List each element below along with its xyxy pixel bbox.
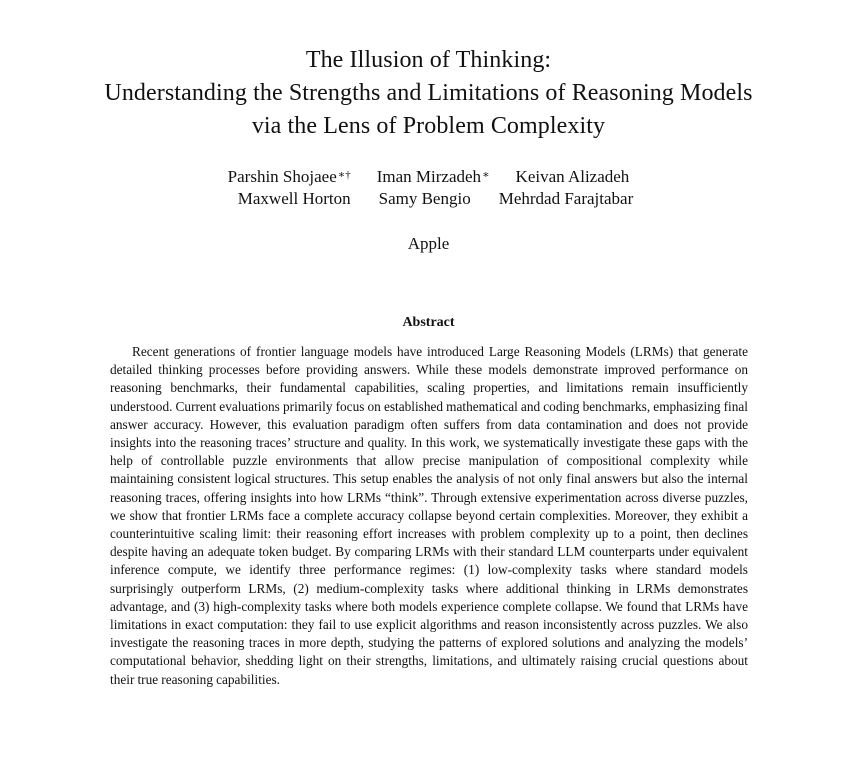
- abstract-heading: Abstract: [402, 315, 455, 330]
- author: Samy Bengio: [378, 189, 471, 208]
- author: Parshin Shojaee∗†: [227, 167, 351, 186]
- author: Mehrdad Farajtabar: [498, 189, 634, 208]
- title-line-2: Understanding the Strengths and Limitations of Reasoning Models: [104, 80, 753, 106]
- paper-title: [40, 44, 817, 143]
- abstract-body: Recent generations of frontier language models have introduced Large Reasoning Models (LRMs) that generate detailed thinking processes before providing answers. While these models demonstrate improved performance on reasoning benchmarks, their fundamental capabilities, scaling properties, and limitations remain insufficiently understood. Current evaluations primarily focus on established mathematical and coding benchmarks, emphasizing final answer accuracy. However, this evaluation paradigm often suffers from data contamination and does not provide insights into the reasoning traces’ structure and quality. In this work, we systematically investigate these gaps with the help of controllable puzzle environments that allow precise manipulation of compositional complexity while maintaining consistent logical structures. This setup enables the analysis of not only final answers but also the internal reasoning traces, offering insights into how LRMs “think”. Through extensive experimentation across diverse puzzles, we show that frontier LRMs face a complete accuracy collapse beyond certain complexities. Moreover, they exhibit a counterintuitive scaling limit: their reasoning effort increases with problem complexity up to a point, then declines despite having an adequate token budget. By comparing LRMs with their standard LLM counterparts under equivalent inference compute, we identify three performance regimes: (1) low-complexity tasks where standard models surprisingly outperform LRMs, (2) medium-complexity tasks where additional thinking in LRMs demonstrates advantage, and (3) high-complexity tasks where both models experience complete collapse. We found that LRMs have limitations in exact computation: they fail to use explicit algorithms and reason inconsistently across puzzles. We also investigate the reasoning traces in more depth, studying the patterns of explored solutions and analyzing the models’ computational behavior, shedding light on their strengths, limitations, and ultimately raising crucial questions about their true reasoning capabilities.: [110, 344, 748, 687]
- author-row-1: [0, 166, 857, 188]
- author: Iman Mirzadeh∗: [376, 167, 490, 186]
- affiliation: Apple: [407, 234, 450, 253]
- author-footnote-mark: ∗†: [337, 169, 351, 181]
- title-line-1: The Illusion of Thinking:: [305, 47, 552, 73]
- author: Maxwell Horton: [237, 189, 351, 208]
- author: Keivan Alizadeh: [515, 167, 630, 186]
- author-list: [0, 166, 857, 210]
- title-line-3: via the Lens of Problem Complexity: [251, 113, 606, 139]
- author-footnote-mark: ∗: [482, 169, 490, 181]
- author-row-2: [14, 188, 857, 210]
